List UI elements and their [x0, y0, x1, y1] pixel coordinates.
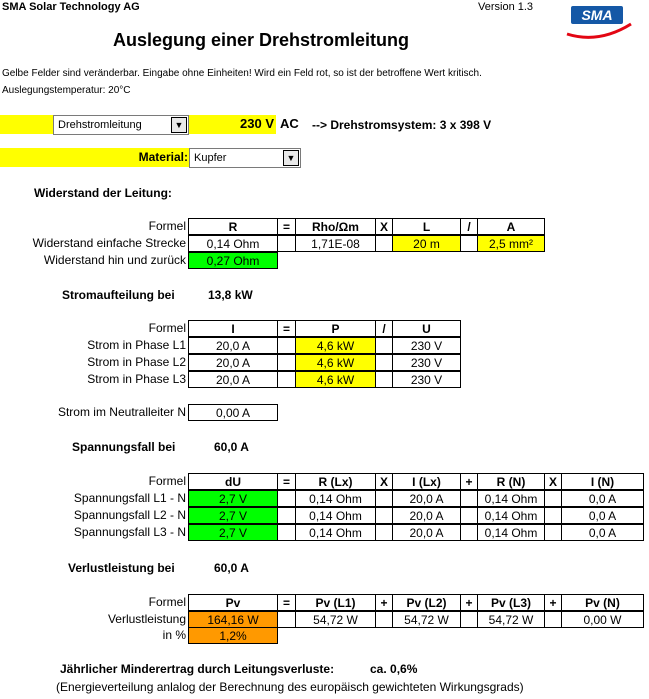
power-l2-input[interactable]: 4,6 kW: [295, 354, 376, 371]
vd-header-x1: X: [375, 473, 393, 490]
vd-header-plus: +: [460, 473, 478, 490]
resistance-header-eq: =: [277, 218, 296, 235]
vd-l1-x2: [544, 490, 562, 507]
vd-l3-in: 0,0 A: [561, 524, 644, 541]
neutral-current-value: 0,00 A: [188, 404, 278, 421]
vd-l3-label: Spannungsfall L3 - N: [73, 525, 186, 539]
vd-l2-x2: [544, 507, 562, 524]
instruction-note: Gelbe Felder sind veränderbar. Eingabe ohne Einheiten! Wird ein Feld rot, so ist der betroffene Wert kritisch.: [2, 68, 482, 79]
vd-header-in: I (N): [561, 473, 644, 490]
system-type-value: Drehstromleitung: [58, 119, 142, 131]
resistance-header-r: R: [188, 218, 278, 235]
loss-l1-value: 54,72 W: [295, 611, 376, 628]
current-l1-label: Strom in Phase L1: [87, 338, 186, 352]
chevron-down-icon[interactable]: ▼: [171, 117, 187, 133]
current-header-p: P: [295, 320, 376, 337]
current-l2-u: 230 V: [392, 354, 461, 371]
current-l3-i: 20,0 A: [188, 371, 278, 388]
current-l3-eq: [277, 371, 296, 388]
vd-l1-x1: [375, 490, 393, 507]
loss-heading-value: 60,0 A: [214, 561, 249, 575]
resistance-row1-div: [460, 235, 478, 252]
vd-header-i: I (Lx): [392, 473, 461, 490]
loss-total-value: 164,16 W: [188, 611, 278, 628]
loss-header-pv: Pv: [188, 594, 278, 611]
loss-percent-value: 1,2%: [188, 627, 278, 644]
current-header-i: I: [188, 320, 278, 337]
current-formel-label: Formel: [148, 321, 186, 335]
voltage-input[interactable]: 230 V: [240, 116, 274, 131]
power-l3-input[interactable]: 4,6 kW: [295, 371, 376, 388]
vd-l1-du: 2,7 V: [188, 490, 278, 507]
loss-row-eq: [277, 611, 296, 628]
vd-l3-du: 2,7 V: [188, 524, 278, 541]
vd-l1-rn: 0,14 Ohm: [477, 490, 545, 507]
yield-loss-label: Jährlicher Minderertrag durch Leitungsverluste:: [60, 662, 335, 676]
loss-header-plus1: +: [375, 594, 393, 611]
current-l3-div: [375, 371, 393, 388]
resistance-row1-rho: 1,71E-08: [295, 235, 376, 252]
vd-l3-rn: 0,14 Ohm: [477, 524, 545, 541]
loss-header-pv2: Pv (L2): [392, 594, 461, 611]
current-l1-eq: [277, 337, 296, 354]
loss-l3-value: 54,72 W: [477, 611, 545, 628]
vd-l1-i: 20,0 A: [392, 490, 461, 507]
loss-row-plus3: [544, 611, 562, 628]
vd-l1-in: 0,0 A: [561, 490, 644, 507]
loss-l2-value: 54,72 W: [392, 611, 461, 628]
loss-header-pvn: Pv (N): [561, 594, 644, 611]
current-l1-div: [375, 337, 393, 354]
current-l1-u: 230 V: [392, 337, 461, 354]
vd-header-eq: =: [277, 473, 296, 490]
vd-l2-in: 0,0 A: [561, 507, 644, 524]
loss-n-value: 0,00 W: [561, 611, 644, 628]
version-label: Version 1.3: [478, 1, 534, 13]
current-l3-u: 230 V: [392, 371, 461, 388]
vd-header-rn: R (N): [477, 473, 545, 490]
material-select[interactable]: [189, 148, 301, 168]
current-l2-label: Strom in Phase L2: [87, 355, 186, 369]
resistance-header-rho: Rho/Ωm: [295, 218, 376, 235]
loss-formel-label: Formel: [148, 595, 186, 609]
resistance-row1-eq: [277, 235, 296, 252]
yield-loss-value: ca. 0,6%: [370, 662, 418, 676]
loss-percent-label: in %: [162, 628, 186, 642]
company-name: SMA Solar Technology AG: [2, 1, 140, 13]
current-heading-value: 13,8 kW: [208, 288, 253, 302]
loss-header-eq: =: [277, 594, 296, 611]
resistance-row1-label: Widerstand einfache Strecke: [32, 236, 186, 250]
system-type-select[interactable]: [53, 115, 189, 135]
current-l1-i: 20,0 A: [188, 337, 278, 354]
voltage-unit: AC: [280, 116, 299, 131]
temperature-label: Auslegungstemperatur: 20°C: [2, 85, 131, 96]
vd-l3-eq: [277, 524, 296, 541]
vd-l2-eq: [277, 507, 296, 524]
vd-l2-label: Spannungsfall L2 - N: [73, 508, 186, 522]
resistance-header-l: L: [392, 218, 461, 235]
resistance-formel-label: Formel: [148, 219, 186, 233]
neutral-current-label: Strom im Neutralleiter N: [57, 405, 186, 419]
vd-l3-x2: [544, 524, 562, 541]
resistance-row1-r: 0,14 Ohm: [188, 235, 278, 252]
loss-heading: Verlustleistung bei: [68, 561, 175, 575]
current-heading: Stromaufteilung bei: [62, 288, 175, 302]
vd-header-du: dU: [188, 473, 278, 490]
vd-l1-label: Spannungsfall L1 - N: [73, 491, 186, 505]
loss-row-plus2: [460, 611, 478, 628]
resistance-heading: Widerstand der Leitung:: [34, 186, 172, 200]
footer-note: (Energieverteilung anlalog der Berechnung des europäisch gewichteten Wirkungsgrads): [56, 680, 524, 694]
current-l2-eq: [277, 354, 296, 371]
vd-l1-plus: [460, 490, 478, 507]
vd-l3-plus: [460, 524, 478, 541]
power-l1-input[interactable]: 4,6 kW: [295, 337, 376, 354]
logo-text: SMA: [581, 7, 613, 23]
vd-l2-rn: 0,14 Ohm: [477, 507, 545, 524]
loss-header-pv3: Pv (L3): [477, 594, 545, 611]
page-title: Auslegung einer Drehstromleitung: [113, 30, 410, 50]
vd-l2-i: 20,0 A: [392, 507, 461, 524]
vd-l2-x1: [375, 507, 393, 524]
sma-logo: [563, 0, 635, 40]
vd-l3-r: 0,14 Ohm: [295, 524, 376, 541]
cross-section-input[interactable]: 2,5 mm²: [477, 235, 545, 252]
vd-header-x2: X: [544, 473, 562, 490]
resistance-header-x: X: [375, 218, 393, 235]
loss-header-pv1: Pv (L1): [295, 594, 376, 611]
current-header-u: U: [392, 320, 461, 337]
vd-l2-du: 2,7 V: [188, 507, 278, 524]
resistance-header-a: A: [477, 218, 545, 235]
current-l3-label: Strom in Phase L3: [87, 372, 186, 386]
voltage-drop-heading-value: 60,0 A: [214, 440, 249, 454]
voltage-drop-formel-label: Formel: [148, 474, 186, 488]
loss-row-plus1: [375, 611, 393, 628]
resistance-header-div: /: [460, 218, 478, 235]
current-header-div: /: [375, 320, 393, 337]
system-result: --> Drehstromsystem: 3 x 398 V: [312, 118, 492, 132]
loss-row-label: Verlustleistung: [107, 612, 186, 626]
material-label: Material:: [138, 150, 188, 164]
length-input[interactable]: 20 m: [392, 235, 461, 252]
vd-header-r: R (Lx): [295, 473, 376, 490]
resistance-row1-x: [375, 235, 393, 252]
resistance-row2-label: Widerstand hin und zurück: [43, 253, 186, 267]
vd-l3-x1: [375, 524, 393, 541]
loss-header-plus3: +: [544, 594, 562, 611]
vd-l2-plus: [460, 507, 478, 524]
vd-l2-r: 0,14 Ohm: [295, 507, 376, 524]
voltage-drop-heading: Spannungsfall bei: [72, 440, 176, 454]
loss-header-plus2: +: [460, 594, 478, 611]
vd-l3-i: 20,0 A: [392, 524, 461, 541]
vd-l1-r: 0,14 Ohm: [295, 490, 376, 507]
material-value: Kupfer: [194, 152, 227, 164]
resistance-total-value: 0,27 Ohm: [188, 252, 278, 269]
current-l2-div: [375, 354, 393, 371]
chevron-down-icon[interactable]: ▼: [283, 150, 299, 166]
current-l2-i: 20,0 A: [188, 354, 278, 371]
vd-l1-eq: [277, 490, 296, 507]
current-header-eq: =: [277, 320, 296, 337]
